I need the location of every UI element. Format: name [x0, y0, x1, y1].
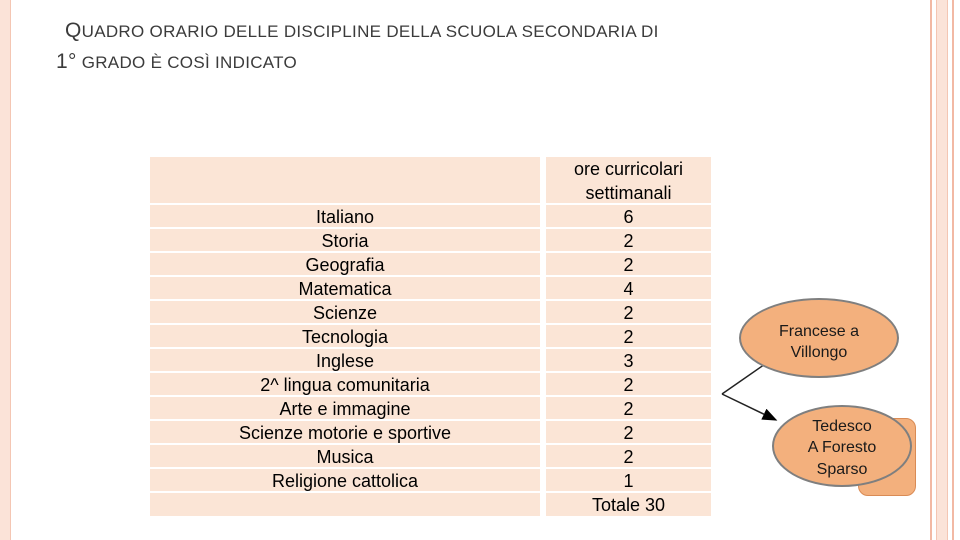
tedesco-line-1: Tedesco [812, 418, 872, 435]
hours-cell: 2 [546, 229, 711, 253]
hours-cell: 1 [546, 469, 711, 493]
hours-cell: 4 [546, 277, 711, 301]
francese-bubble [739, 298, 899, 378]
hours-header-line-1: ore curricolari [573, 159, 684, 179]
subject-cell: Scienze [150, 301, 540, 325]
subject-cell: Inglese [150, 349, 540, 373]
hours-cell: 2 [546, 445, 711, 469]
subject-cell: Storia [150, 229, 540, 253]
tedesco-line-3: Sparso [816, 461, 868, 478]
title-text: GRADO È COSÌ INDICATO [76, 53, 298, 72]
title-initial: Q [65, 19, 82, 42]
hours-cell: 2 [546, 325, 711, 349]
hours-cell: 2 [546, 397, 711, 421]
arrow-to-francese [722, 362, 768, 394]
hours-cell: 2 [546, 253, 711, 277]
total-cell: Totale 30 [546, 493, 711, 518]
hours-cell: 6 [546, 205, 711, 229]
title-initial: 1° [56, 50, 77, 73]
arrow-to-tedesco [722, 394, 776, 420]
subject-cell: Geografia [150, 253, 540, 277]
tedesco-bubble [772, 405, 912, 487]
hours-cell: 2 [546, 373, 711, 397]
subject-cell: 2^ lingua comunitaria [150, 373, 540, 397]
subject-cell: Matematica [150, 277, 540, 301]
hours-cell: 3 [546, 349, 711, 373]
hours-cell: 2 [546, 421, 711, 445]
francese-line-2: Villongo [790, 344, 848, 361]
hours-cell: 2 [546, 301, 711, 325]
title-text: UADRO ORARIO DELLE DISCIPLINE DELLA SCUOLA SECONDARIA DI [81, 22, 659, 41]
francese-line-1: Francese a [778, 323, 860, 340]
subject-cell: Musica [150, 445, 540, 469]
subject-cell: Arte e immagine [150, 397, 540, 421]
subject-cell: Scienze motorie e sportive [150, 421, 540, 445]
subject-cell: Tecnologia [150, 325, 540, 349]
tedesco-line-2: A Foresto [807, 439, 877, 456]
subject-cell: Religione cattolica [150, 469, 540, 493]
subject-cell: Italiano [150, 205, 540, 229]
hours-header-line-2: settimanali [585, 183, 672, 203]
